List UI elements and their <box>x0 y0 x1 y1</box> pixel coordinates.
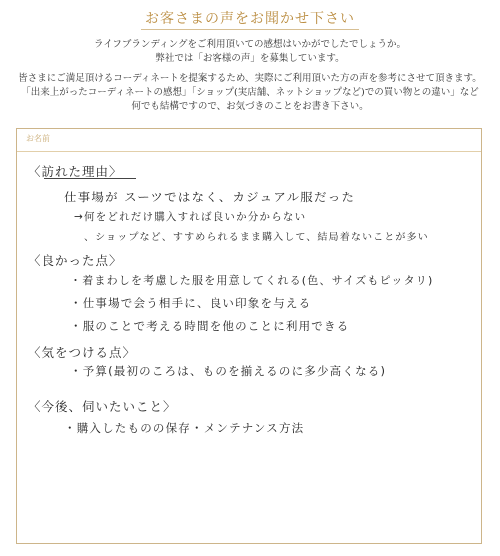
name-field-line[interactable] <box>17 151 481 152</box>
handwritten-line: ・購入したものの保存・メンテナンス方法 <box>64 421 305 435</box>
intro-line: 「出来上がったコーディネートの感想」「ショップ(実店舗、ネットショップなど)での買い物との違い」など <box>21 87 479 98</box>
intro-line: ライフブランディングをご利用頂いての感想はいかがでしたでしょうか。 <box>94 39 406 50</box>
intro-line: 弊社では「お客様の声」を募集しています。 <box>155 53 345 64</box>
handwritten-line: ・予算(最初のころは、ものを揃えるのに多少高くなる) <box>70 364 387 378</box>
section-heading-good-points: 〈良かった点〉 <box>28 253 123 268</box>
intro-line: 何でも結構ですので、お気づきのことをお書き下さい。 <box>131 101 369 112</box>
section-heading-reason: 〈訪れた理由〉 <box>28 164 123 179</box>
intro-line: 皆さまにご満足頂けるコーディネートを提案するため、実際にご利用頂いた方の声を参考にさせて頂きます。 <box>18 73 482 84</box>
handwritten-line: ・仕事場で会う相手に、良い印象を与える <box>70 296 312 310</box>
handwritten-line: →何をどれだけ購入すれば良いか分からない <box>74 211 307 223</box>
section-heading-caution: 〈気をつける点〉 <box>28 345 137 360</box>
section-heading-future-questions: 〈今後、伺いたいこと〉 <box>28 399 177 414</box>
title-underline <box>141 29 359 30</box>
page-title: お客さまの声をお聞かせ下さい <box>145 11 355 27</box>
handwritten-line: 、ショップなど、すすめられるまま購入して、結局着ないことが多い <box>84 232 429 243</box>
handwritten-line: ・服のことで考える時間を他のことに利用できる <box>70 319 350 333</box>
handwritten-line: ・着まわしを考慮した服を用意してくれる(色、サイズもピッタリ) <box>70 274 434 287</box>
name-field-label: お名前 <box>26 134 50 143</box>
heading-underline <box>44 178 136 179</box>
handwritten-line: 仕事場が スーツではなく、カジュアル服だった <box>64 190 356 204</box>
